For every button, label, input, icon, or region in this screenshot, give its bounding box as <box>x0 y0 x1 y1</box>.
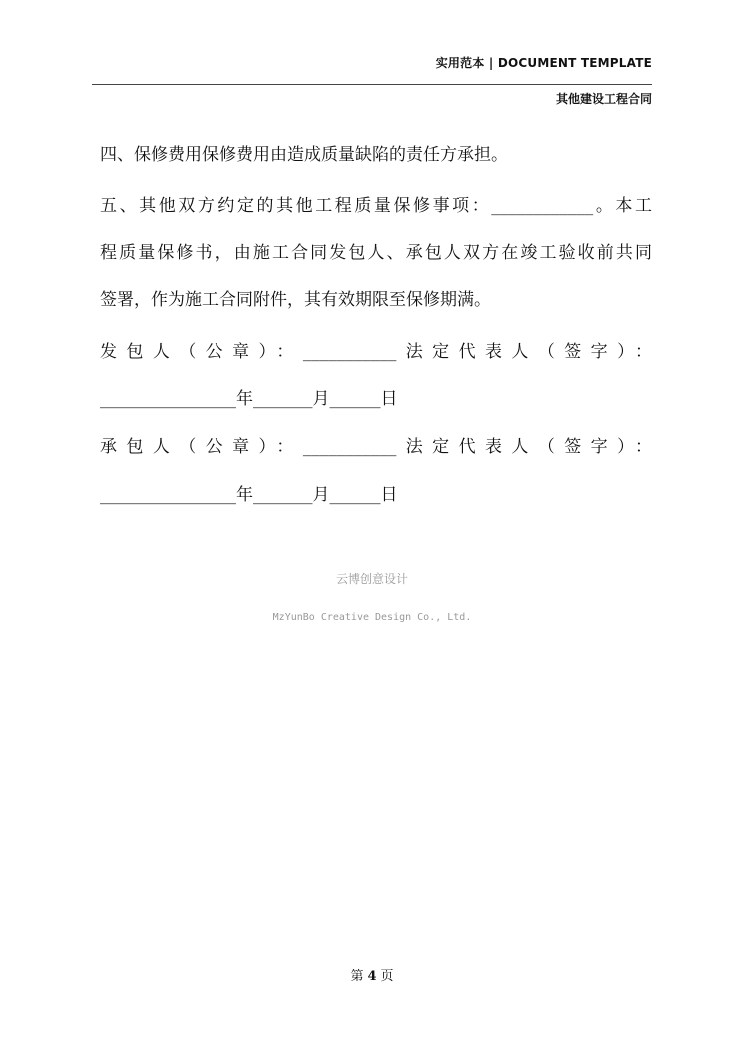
company-name-en: MzYunBo Creative Design Co., Ltd. <box>272 612 472 623</box>
page-number <box>0 965 744 984</box>
contractor-signature-line: 承包人（公章）：___________法定代表人（签字）： <box>100 437 652 457</box>
header-subtitle: 其他建设工程合同 <box>555 92 652 106</box>
header-divider <box>92 84 652 85</box>
page-prefix: 第 <box>350 969 364 984</box>
page-number-value: 4 <box>367 969 377 984</box>
header-title: 实用范本 | DOCUMENT TEMPLATE <box>435 56 652 70</box>
employer-date-line: ________________年_______月______日 <box>100 389 398 409</box>
employer-signature-line: 发包人（公章）：___________法定代表人（签字）： <box>100 342 652 362</box>
clause-5-line-3: 签署，作为施工合同附件，其有效期限至保修期满。 <box>100 290 491 310</box>
clause-4: 四、保修费用保修费用由造成质量缺陷的责任方承担。 <box>100 145 508 165</box>
page-suffix: 页 <box>380 969 394 984</box>
company-name-cn: 云博创意设计 <box>335 572 408 586</box>
contractor-date-line: ________________年_______月______日 <box>100 485 398 505</box>
clause-5-line-2: 程质量保修书，由施工合同发包人、承包人双方在竣工验收前共同 <box>100 243 652 263</box>
clause-5-line-1: 五、其他双方约定的其他工程质量保修事项：____________。本工 <box>100 196 652 216</box>
